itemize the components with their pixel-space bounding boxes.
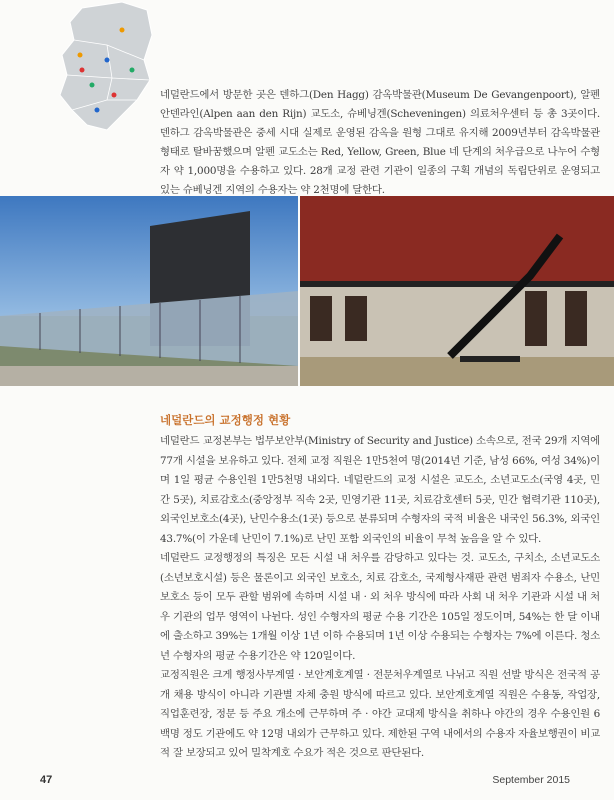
- corrections-status-section: [160, 412, 600, 764]
- netherlands-map: [52, 0, 157, 135]
- prison-interior-photo: [300, 196, 614, 386]
- body-paragraph: 네덜란드 교정본부는 법무보안부(Ministry of Security and Justice) 소속으로, 전국 29개 지역에 77개 시설을 보유하고 있다. 전체 교정 직원은 1만5천여 명(2014년 기준, 남성 66%, 여성 34%)이며 1일 평균 수용인원 1만5천명 내외다. 네덜란드의 교정 시설은 교도소, 소년교도소(국영 4곳, 민간 5곳), 치료감호소(중앙정부 직속 2곳, 민영기관 11곳, 치료감호센터 5곳, 민간 협력기관 110곳), 외국인보호소(4곳), 난민수용소(1곳) 등으로 분류되며 수형자의 국적 비율은 내국인 56.3%, 외국인 43.7%(이 가운데 난민이 7.1%)로 난민 포함 외국인의 비율이 무척 높음을 알 수 있다.: [160, 435, 600, 545]
- body-paragraph: 네덜란드 교정행정의 특징은 모든 시설 내 처우를 감당하고 있다는 것. 교도소, 구치소, 소년교도소(소년보호시설) 등은 물론이고 외국인 보호소, 치료 감호소, 국제형사재판 관련 범죄자 수용소, 난민 보호소 등이 모두 관할 범위에 속하며 시설 내 · 외 처우 방식에 따라 사회 내 처우 기관과 시설 내 처우 기관의 업무 영역이 나뉜다. 성인 수형자의 평균 수용 기간은 105일 정도이며, 54%는 한 달 이내에 출소하고 39%는 1개월 이상 1년 이하 수용되며 1년 이상 수용되는 수형자는 7%에 이른다. 청소년 수형자의 평균 수용기간은 약 120일이다.: [160, 552, 600, 662]
- section-heading: 네덜란드의 교정행정 현황: [160, 413, 291, 427]
- prison-exterior-photo: [0, 196, 298, 386]
- page-number: 47: [40, 774, 53, 786]
- issue-date: September 2015: [492, 774, 570, 786]
- intro-paragraph: 네덜란드에서 방문한 곳은 덴하그(Den Hagg) 감옥박물관(Museum De Gevangenpoort), 알펜안덴라인(Alpen aan den Rijn) 교도소, 슈베닝겐(Scheveningen) 의료처우센터 등 총 3곳이다. 덴하그 감옥박물관은 중세 시대 실제로 운영된 감옥을 원형 그대로 유지해 2009년부터 감옥박물관 형태로 탈바꿈했으며 알펜 교도소는 Red, Yellow, Green, Blue 네 단계의 처우급으로 나누어 수형자 약 1,000명을 수용하고 있다. 28개 교정 관련 기관이 일종의 구획 개념의 독립단위로 운영되고 있는 슈베닝겐 지역의 수용자는 약 2천명에 달한다.: [160, 89, 600, 197]
- body-paragraph: 교정직원은 크게 행정사무계열 · 보안계호계열 · 전문처우계열로 나뉘고 직원 선발 방식은 전국적 공개 채용 방식이 아니라 기관별 자체 충원 방식에 따르고 있다. 보안계호계열 직원은 수용동, 작업장, 직업훈련장, 정문 등 주요 개소에 근무하며 주 · 야간 교대제 방식을 취하나 야간의 경우 수용인원 6백명 정도 기관에도 약 12명 내외가 근무하고 있다. 제한된 구역 내에서의 수용자 자율보행권이 비교적 잘 보장되고 있어 밀착계호 수요가 적은 것으로 판단된다.: [160, 669, 600, 759]
